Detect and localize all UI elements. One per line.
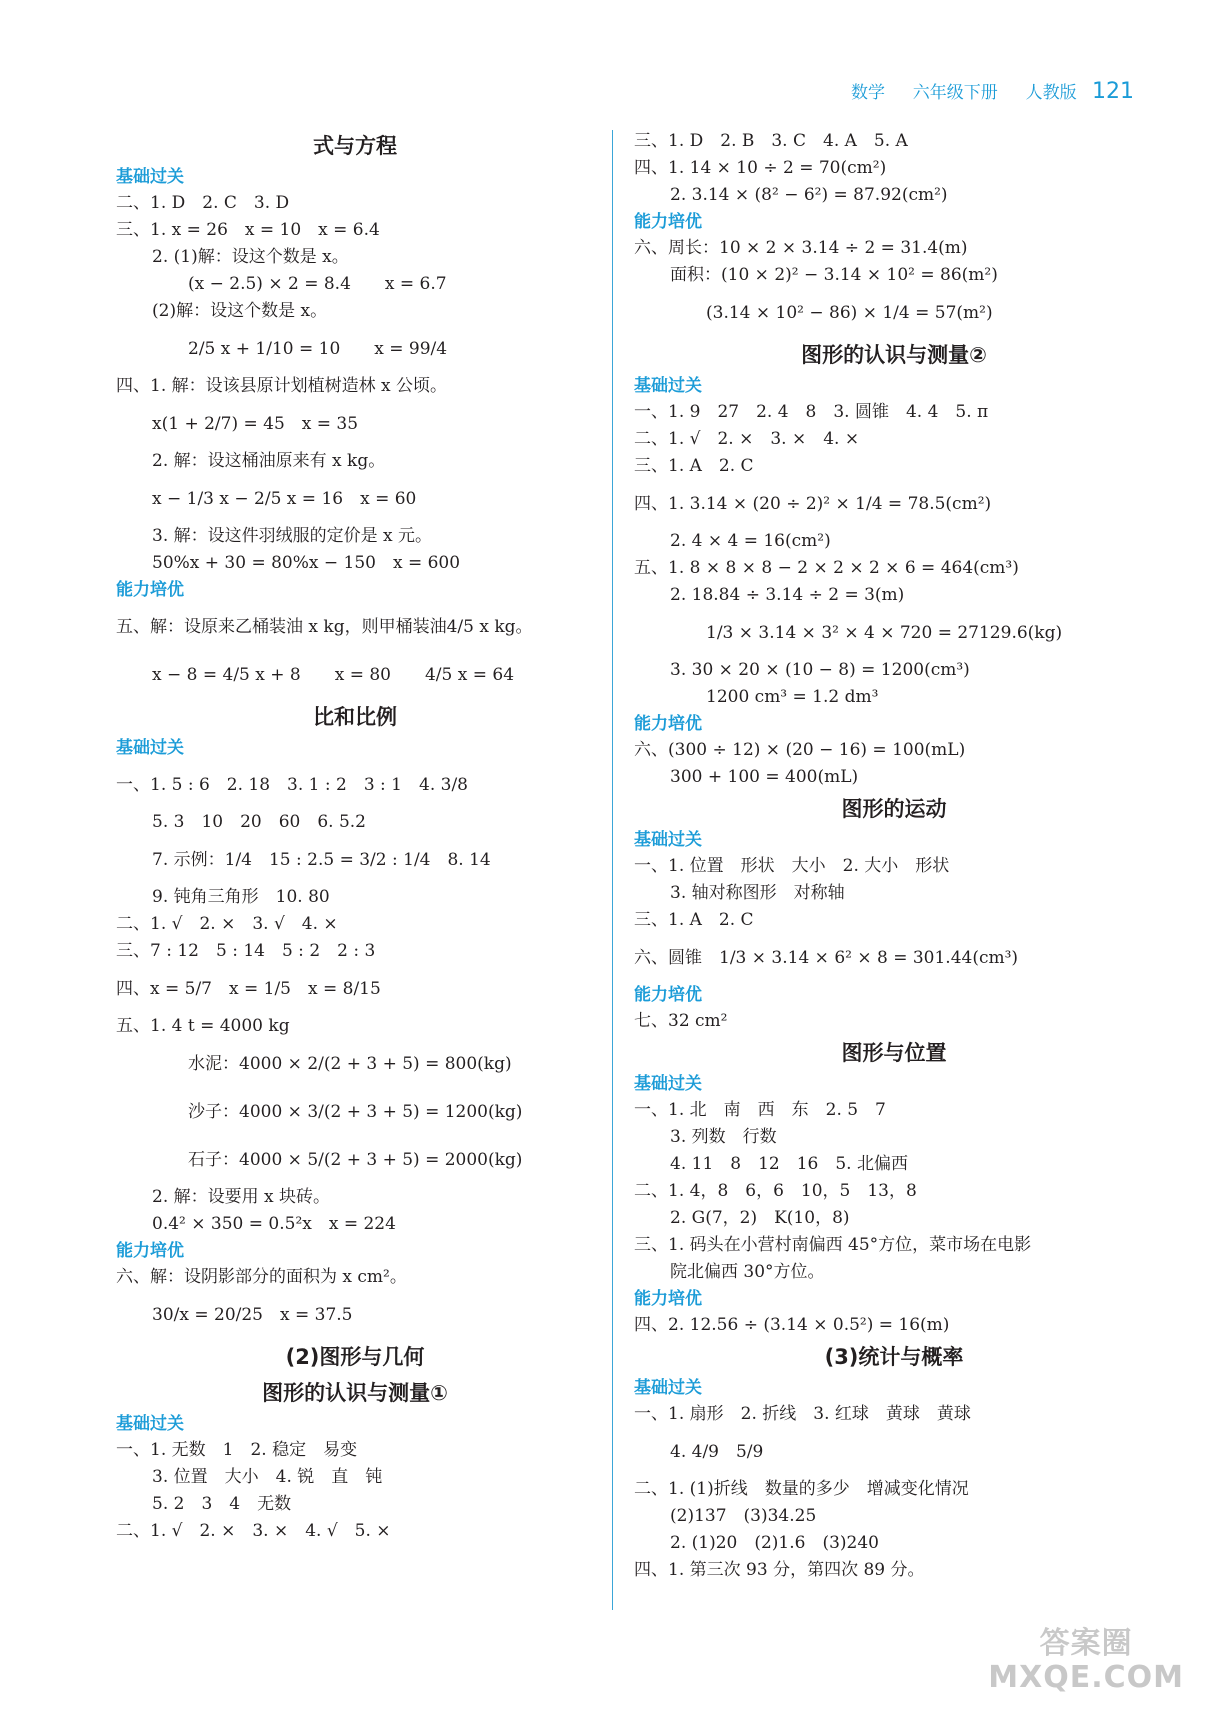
edition-label: 人教版 [1025, 83, 1077, 103]
answer-line: 2. 解：设要用 x 块砖。 [152, 1187, 331, 1207]
subsection-label: 能力培优 [634, 1289, 702, 1309]
answer-line: 四、1. 3.14 × (20 ÷ 2)² × 1/4 = 78.5(cm²) [634, 494, 992, 514]
answer-line: 一、1. 扇形 2. 折线 3. 红球 黄球 黄球 [634, 1404, 971, 1424]
answer-line: 3. 位置 大小 4. 锐 直 钝 [152, 1467, 383, 1487]
subsection-label: 能力培优 [634, 985, 702, 1005]
answer-line: 一、1. 北 南 西 东 2. 5 7 [634, 1100, 886, 1120]
answer-line: 五、解：设原来乙桶装油 x kg，则甲桶装油4/5 x kg。 [116, 617, 533, 637]
answer-line: 三、1. A 2. C [634, 456, 754, 476]
right-column [634, 128, 1154, 1584]
answer-line: 四、1. 解：设该县原计划植树造林 x 公顷。 [116, 376, 448, 396]
answer-line: 一、1. 5 : 6 2. 18 3. 1 : 2 3 : 1 4. 3/8 [116, 775, 468, 795]
answer-line: (2)解：设这个数是 x。 [152, 301, 328, 321]
answer-line: 2. 18.84 ÷ 3.14 ÷ 2 = 3(m) [670, 585, 905, 605]
answer-line: 4. 11 8 12 16 5. 北偏西 [670, 1154, 908, 1174]
answer-line: x − 8 = 4/5 x + 8 x = 80 4/5 x = 64 [152, 665, 515, 685]
answer-line: 50%x + 30 = 80%x − 150 x = 600 [152, 553, 461, 573]
section-title: 图形的认识与测量② [801, 343, 987, 367]
answer-line: 四、2. 12.56 ÷ (3.14 × 0.5²) = 16(m) [634, 1315, 950, 1335]
answer-line: x − 1/3 x − 2/5 x = 16 x = 60 [152, 489, 417, 509]
answer-line: 四、1. 第三次 93 分，第四次 89 分。 [634, 1560, 925, 1580]
subsection-label: 能力培优 [116, 580, 184, 600]
answer-line: 2. 3.14 × (8² − 6²) = 87.92(cm²) [670, 185, 948, 205]
subsection-label: 能力培优 [634, 212, 702, 232]
answer-line: 面积：(10 × 2)² − 3.14 × 10² = 86(m²) [670, 265, 998, 285]
answer-line: 2. 4 × 4 = 16(cm²) [670, 531, 831, 551]
answer-line: 三、1. D 2. B 3. C 4. A 5. A [634, 131, 908, 151]
grade-label: 六年级下册 [912, 83, 998, 103]
answer-line: 2. (1)20 (2)1.6 (3)240 [670, 1533, 879, 1553]
section-title: 比和比例 [313, 705, 397, 729]
answer-line: 2. 解：设这桶油原来有 x kg。 [152, 451, 386, 471]
answer-line: (x − 2.5) × 2 = 8.4 x = 6.7 [188, 274, 447, 294]
subsection-label: 基础过关 [634, 376, 702, 396]
answer-line: 院北偏西 30°方位。 [670, 1262, 825, 1282]
answer-line: 5. 3 10 20 60 6. 5.2 [152, 812, 366, 832]
answer-line: 沙子：4000 × 3/(2 + 3 + 5) = 1200(kg) [188, 1102, 523, 1122]
answer-line: 3. 解：设这件羽绒服的定价是 x 元。 [152, 526, 433, 546]
answer-line: 三、1. 码头在小营村南偏西 45°方位，菜市场在电影 [634, 1235, 1032, 1255]
answer-line: (3.14 × 10² − 86) × 1/4 = 57(m²) [706, 303, 993, 323]
answer-line: 六、解：设阴影部分的面积为 x cm²。 [116, 1267, 407, 1287]
page-header [851, 78, 1134, 104]
answer-line: x(1 + 2/7) = 45 x = 35 [152, 414, 359, 434]
answer-line: 3. 列数 行数 [670, 1127, 777, 1147]
column-divider [612, 130, 613, 1610]
section-title: (2)图形与几何 [285, 1345, 425, 1369]
subsection-label: 基础过关 [634, 1074, 702, 1094]
answer-line: 二、1. (1)折线 数量的多少 增减变化情况 [634, 1479, 969, 1499]
answer-line: 2/5 x + 1/10 = 10 x = 99/4 [188, 339, 448, 359]
answer-line: 1200 cm³ = 1.2 dm³ [706, 687, 879, 707]
section-title: 图形的认识与测量① [262, 1381, 448, 1405]
section-title: 图形的运动 [841, 797, 947, 821]
answer-line: 水泥：4000 × 2/(2 + 3 + 5) = 800(kg) [188, 1054, 512, 1074]
answer-line: 4. 4/9 5/9 [670, 1442, 764, 1462]
answer-line: 五、1. 8 × 8 × 8 − 2 × 2 × 2 × 6 = 464(cm³) [634, 558, 1019, 578]
answer-line: 二、1. D 2. C 3. D [116, 193, 290, 213]
left-column [116, 128, 594, 1545]
subsection-label: 基础过关 [116, 1414, 184, 1434]
answer-line: 六、(300 ÷ 12) × (20 − 16) = 100(mL) [634, 740, 966, 760]
subject-label: 数学 [850, 83, 885, 103]
answer-line: 三、1. x = 26 x = 10 x = 6.4 [116, 220, 380, 240]
answer-line: 三、1. A 2. C [634, 910, 754, 930]
answer-line: 四、x = 5/7 x = 1/5 x = 8/15 [116, 979, 381, 999]
section-title: (3)统计与概率 [824, 1345, 964, 1369]
answer-line: 3. 轴对称图形 对称轴 [670, 883, 845, 903]
answer-line: 石子：4000 × 5/(2 + 3 + 5) = 2000(kg) [188, 1150, 523, 1170]
section-title: 式与方程 [313, 134, 397, 158]
answer-line: 5. 2 3 4 无数 [152, 1494, 292, 1514]
page-number: 121 [1092, 79, 1134, 104]
answer-line: 3. 30 × 20 × (10 − 8) = 1200(cm³) [670, 660, 970, 680]
answer-line: 2. (1)解：设这个数是 x。 [152, 247, 349, 267]
answer-line: 四、1. 14 × 10 ÷ 2 = 70(cm²) [634, 158, 887, 178]
answer-line: 三、7 : 12 5 : 14 5 : 2 2 : 3 [116, 941, 376, 961]
subsection-label: 能力培优 [116, 1241, 184, 1261]
answer-line: 300 + 100 = 400(mL) [670, 767, 859, 787]
answer-line: 六、圆锥 1/3 × 3.14 × 6² × 8 = 301.44(cm³) [634, 948, 1019, 968]
answer-line: 一、1. 无数 1 2. 稳定 易变 [116, 1440, 358, 1460]
answer-line: 9. 钝角三角形 10. 80 [152, 887, 330, 907]
subsection-label: 基础过关 [116, 738, 184, 758]
answer-line: 30/x = 20/25 x = 37.5 [152, 1305, 353, 1325]
answer-line: 二、1. 4，8 6，6 10，5 13，8 [634, 1181, 917, 1201]
section-title: 图形与位置 [841, 1041, 947, 1065]
answer-line: 0.4² × 350 = 0.5²x x = 224 [152, 1214, 396, 1234]
subsection-label: 基础过关 [116, 167, 184, 187]
answer-line: 五、1. 4 t = 4000 kg [116, 1016, 290, 1036]
subsection-label: 基础过关 [634, 1378, 702, 1398]
answer-line: (2)137 (3)34.25 [670, 1506, 817, 1526]
answer-line: 2. G(7，2) K(10，8) [670, 1208, 850, 1228]
subsection-label: 能力培优 [634, 714, 702, 734]
answer-line: 二、1. √ 2. × 3. √ 4. × [116, 914, 338, 934]
answer-line: 一、1. 位置 形状 大小 2. 大小 形状 [634, 856, 950, 876]
answer-line: 1/3 × 3.14 × 3² × 4 × 720 = 27129.6(kg) [706, 623, 1063, 643]
answer-line: 7. 示例：1/4 15 : 2.5 = 3/2 : 1/4 8. 14 [152, 850, 491, 870]
answer-line: 六、周长：10 × 2 × 3.14 ÷ 2 = 31.4(m) [634, 238, 968, 258]
answer-line: 二、1. √ 2. × 3. × 4. × [634, 429, 860, 449]
watermark-logo: 答案圈 MXQE.COM [988, 1626, 1184, 1695]
subsection-label: 基础过关 [634, 830, 702, 850]
answer-line: 一、1. 9 27 2. 4 8 3. 圆锥 4. 4 5. π [634, 402, 989, 422]
answer-line: 二、1. √ 2. × 3. × 4. √ 5. × [116, 1521, 391, 1541]
answer-line: 七、32 cm² [634, 1011, 728, 1031]
